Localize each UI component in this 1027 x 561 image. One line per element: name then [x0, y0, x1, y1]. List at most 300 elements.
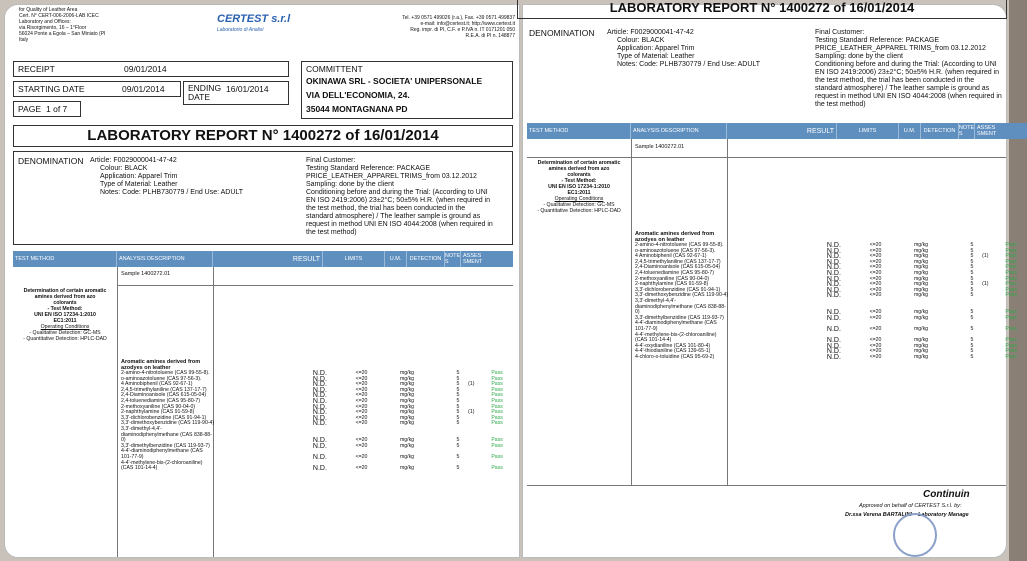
result-value: N.D.: [826, 314, 841, 322]
assessment-value: Pass: [1005, 292, 1017, 299]
detection-value: 5: [456, 453, 460, 460]
method-line: UNI EN ISO 17234-1:2010: [34, 312, 96, 318]
method-line: - Quantitative Detection: HPLC-DAD: [23, 336, 107, 342]
unit-value: mg/kg: [913, 281, 929, 288]
page-label: PAGE: [18, 104, 41, 114]
col-um: U.M.: [385, 251, 407, 267]
table-row: [119, 461, 513, 472]
unit-value: mg/kg: [399, 392, 415, 399]
denomination-label: DENOMINATION: [529, 28, 595, 38]
assessment-value: Pass: [1005, 247, 1017, 254]
result-value: N.D.: [826, 258, 841, 266]
analyte-name: 4-4'-diaminodiphenylmethane (CAS 101-77-9): [635, 320, 717, 332]
note-value: [975, 333, 995, 344]
result-value: N.D.: [312, 437, 327, 445]
limit-value: <=20: [355, 392, 368, 399]
detection-value: 5: [456, 442, 460, 449]
note-value: (1): [468, 381, 475, 388]
method-line: - Test Method:: [561, 178, 597, 184]
result-value: N.D.: [826, 264, 841, 272]
assessment-value: Pass: [1005, 269, 1017, 276]
unit-value: mg/kg: [913, 337, 929, 344]
analyte-name: 3,3'-dimethylbenzidine (CAS 119-93-7): [121, 442, 210, 449]
customer-line: standard atmosphere) / The leather sample is ground as: [815, 85, 990, 92]
assessment-value: Pass: [491, 381, 503, 388]
method-line: - Test Method:: [47, 306, 83, 312]
limit-value: <=20: [355, 465, 368, 472]
analyte-name: 2-amino-4-nitrotoluene (CAS 99-55-8).: [121, 370, 210, 376]
limit-value: <=20: [869, 258, 882, 265]
assessment-value: Pass: [1005, 337, 1017, 344]
unit-value: mg/kg: [913, 264, 929, 271]
sample-id: Sample 1400272.01: [635, 144, 685, 150]
continuing-label: Continuin: [923, 489, 970, 500]
unit-value: mg/kg: [399, 386, 415, 393]
unit-value: mg/kg: [913, 348, 929, 355]
result-value: N.D.: [826, 337, 841, 345]
detection-value: 5: [456, 420, 460, 427]
address-line: via Risorgimento, 16 – 1°Floor: [19, 25, 87, 31]
unit-value: mg/kg: [913, 247, 929, 254]
signer-name: Dr.ssa Verena BARTALINI – Laboratory Manage: [845, 512, 969, 518]
table-row: [633, 321, 1027, 332]
limit-value: <=20: [869, 253, 882, 260]
limit-value: <=20: [869, 275, 882, 282]
note-value: [461, 427, 481, 444]
limit-value: <=20: [869, 309, 882, 316]
detection-value: 5: [970, 247, 974, 254]
assessment-value: Pass: [491, 386, 503, 393]
assessment-value: Pass: [1005, 242, 1017, 248]
method-line: colorants: [567, 172, 591, 178]
customer-line: EN ISO 2419:2006) 23±2°C; 50±5% H.R. (when required in: [306, 197, 491, 204]
limit-value: <=20: [869, 269, 882, 276]
divider: [631, 139, 632, 485]
detection-value: 5: [970, 353, 974, 360]
col-limits: LIMITS: [837, 123, 899, 139]
result-value: N.D.: [826, 242, 841, 249]
detection-value: 5: [456, 386, 460, 393]
customer-line: Conditioning before and during the Trial: (According to UNI: [815, 61, 997, 68]
result-value: N.D.: [826, 253, 841, 261]
colour-line: Colour: BLACK: [617, 37, 665, 44]
limit-value: <=20: [869, 264, 882, 271]
results-table-header: [13, 251, 513, 267]
result-value: N.D.: [826, 342, 841, 350]
col-assessment: ASSES SMENT: [977, 125, 997, 137]
article-details: [607, 29, 797, 69]
unit-value: mg/kg: [913, 242, 929, 248]
receipt-date: 09/01/2014: [124, 64, 167, 74]
result-value: N.D.: [826, 292, 841, 300]
divider: [117, 267, 118, 557]
group-title: Aromatic amines derived from azodyes on leather: [635, 231, 715, 243]
address-line: Italy: [19, 37, 29, 43]
page-value: 1 of 7: [46, 104, 68, 114]
assessment-value: Pass: [1005, 348, 1017, 355]
customer-line: the test method, the trial has been conducted in the: [815, 77, 975, 84]
assessment-value: Pass: [491, 403, 503, 410]
limit-value: <=20: [355, 370, 368, 376]
result-value: N.D.: [312, 420, 327, 428]
limit-value: <=20: [355, 397, 368, 404]
application-line: Application: Apparel Trim: [617, 45, 695, 52]
note-value: [975, 299, 995, 316]
detection-value: 5: [970, 275, 974, 282]
customer-line: the test method): [306, 229, 357, 236]
detection-value: 5: [970, 242, 974, 248]
limit-value: <=20: [869, 342, 882, 349]
result-value: N.D.: [312, 409, 327, 417]
detection-value: 5: [970, 269, 974, 276]
customer-line: PRICE_LEATHER_APPAREL TRIMS_from 03.12.2012: [306, 173, 477, 180]
material-line: Type of Material: Leather: [617, 53, 695, 60]
detection-value: 5: [456, 465, 460, 472]
limit-value: <=20: [355, 414, 368, 421]
analyte-name: o-aminoazotoluene (CAS 97-56-3).: [121, 375, 202, 382]
limit-value: <=20: [869, 286, 882, 293]
analyte-name: 2,4-Diaminoanisole (CAS 615-05-04): [121, 392, 207, 399]
result-value: N.D.: [826, 353, 841, 361]
report-title: LABORATORY REPORT N° 1400272 of 16/01/2014: [13, 125, 513, 147]
analyte-name: 3,3'-dimethyl-4,4'-diaminodiphenylmethane (CAS 838-88-0): [635, 297, 726, 316]
col-result: RESULT: [213, 251, 323, 267]
col-assessment: ASSES SMENT: [463, 253, 483, 265]
limit-value: <=20: [869, 353, 882, 360]
ending-label: ENDING DATE: [188, 83, 222, 102]
limit-value: <=20: [869, 337, 882, 344]
receipt-box: [13, 61, 289, 77]
detection-value: 5: [970, 309, 974, 316]
customer-line: the test method, the trial has been conducted in the: [306, 205, 466, 212]
result-value: N.D.: [312, 386, 327, 394]
unit-value: mg/kg: [913, 325, 929, 332]
detection-value: 5: [970, 281, 974, 288]
notes-line: Notes: Code: PLHB730779 / End Use: ADULT: [100, 189, 244, 196]
detection-value: 5: [970, 286, 974, 293]
assessment-value: Pass: [491, 414, 503, 421]
note-value: (1): [982, 281, 989, 288]
result-value: N.D.: [312, 375, 327, 383]
customer-line: Final Customer:: [815, 29, 865, 36]
result-value: N.D.: [826, 309, 841, 317]
result-value: N.D.: [826, 286, 841, 294]
analyte-name: 2,4-Diaminoanisole (CAS 615-05-04): [635, 264, 721, 271]
unit-value: mg/kg: [399, 437, 415, 444]
detection-value: 5: [456, 381, 460, 388]
col-result: RESULT: [727, 123, 837, 139]
unit-value: mg/kg: [399, 381, 415, 388]
col-analysis-description: ANALYSIS DESCRIPTION: [117, 251, 213, 267]
customer-line: request in method UNI EN ISO 4044:2008 (when required in: [306, 221, 493, 228]
unit-value: mg/kg: [913, 353, 929, 360]
divider: [527, 157, 1006, 158]
detection-value: 5: [456, 375, 460, 382]
method-line: Determination of certain aromatic: [23, 288, 107, 294]
result-value: N.D.: [826, 247, 841, 255]
analyte-name: 2,4,5-trimethylaniline (CAS 137-17-7): [121, 386, 207, 393]
limit-value: <=20: [355, 442, 368, 449]
col-analysis-description: ANALYSIS DESCRIPTION: [631, 123, 727, 139]
customer-line: request in method UNI EN ISO 4044:2008 (when required in: [815, 93, 1002, 100]
detection-value: 5: [970, 292, 974, 299]
assessment-value: Pass: [491, 453, 503, 460]
assessment-value: Pass: [491, 375, 503, 382]
unit-value: mg/kg: [913, 258, 929, 265]
results-table-header: [527, 123, 1027, 139]
unit-value: mg/kg: [399, 403, 415, 410]
table-row: [633, 333, 1027, 344]
denomination-box: [13, 151, 513, 245]
unit-value: mg/kg: [913, 309, 929, 316]
analyte-name: 2-methoxyaniline (CAS 90-04-0): [635, 275, 710, 282]
application-line: Application: Apparel Trim: [100, 173, 178, 180]
method-line: Operating Conditions: [554, 196, 604, 202]
customer-line: Conditioning before and during the Trial: (According to UNI: [306, 189, 488, 196]
ending-date-box: [183, 81, 289, 105]
customer-line: Sampling: done by the client: [815, 53, 903, 60]
table-row: [119, 449, 513, 460]
limit-value: <=20: [869, 325, 882, 332]
assessment-value: Pass: [491, 370, 503, 376]
unit-value: mg/kg: [399, 370, 415, 376]
ending-date: 16/01/2014: [226, 84, 269, 94]
assessment-value: Pass: [491, 392, 503, 399]
denomination-box: [527, 25, 1027, 119]
assessment-value: Pass: [1005, 314, 1017, 321]
page-box: [13, 101, 81, 117]
detection-value: 5: [456, 392, 460, 399]
assessment-value: Pass: [491, 437, 503, 444]
method-line: colorants: [53, 300, 77, 306]
method-line: EC1:2011: [53, 318, 77, 324]
unit-value: mg/kg: [913, 342, 929, 349]
committent-line: OKINAWA SRL - SOCIETA' UNIPERSONALE: [306, 76, 483, 86]
table-row: [633, 355, 1027, 361]
divider: [527, 485, 1006, 486]
detection-value: 5: [970, 253, 974, 260]
table-row: [119, 427, 513, 444]
address-line: Laboratory and Offices:: [19, 19, 71, 25]
assessment-value: Pass: [1005, 258, 1017, 265]
address-line: for Quality of Leather Area: [19, 7, 78, 13]
assessment-value: Pass: [491, 442, 503, 449]
col-test-method: TEST METHOD: [13, 251, 117, 267]
lab-address: [19, 7, 169, 43]
address-line: Cert. N° CERT-006-2006-LAB ICEC: [19, 13, 99, 19]
group-title: Aromatic amines derived from azodyes on leather: [121, 359, 201, 371]
method-line: - Qualitative Detection: GC-MS: [29, 330, 101, 336]
customer-line: standard atmosphere) / The leather sample is ground as: [306, 213, 481, 220]
note-value: [975, 321, 995, 332]
analyte-name: 2-amino-4-nitrotoluene (CAS 99-55-8).: [635, 242, 724, 248]
customer-line: Testing Standard Reference: PACKAGE: [306, 165, 430, 172]
analyte-name: 3,3'-dimethoxybenzidine (CAS 119-90-4): [635, 292, 729, 299]
limit-value: <=20: [355, 409, 368, 416]
analyte-name: 2-naphthylamine (CAS 91-59-8): [635, 281, 709, 288]
unit-value: mg/kg: [399, 442, 415, 449]
assessment-value: Pass: [1005, 275, 1017, 282]
colour-line: Colour: BLACK: [100, 165, 148, 172]
unit-value: mg/kg: [913, 269, 929, 276]
analyte-name: 4 Aminobiphenil (CAS 92-67-1): [121, 381, 193, 388]
analyte-name: 4 Aminobiphenil (CAS 92-67-1): [635, 253, 707, 260]
customer-details: [815, 29, 1025, 109]
result-value: N.D.: [312, 392, 327, 400]
detection-value: 5: [970, 325, 974, 332]
brand-logo: CERTEST s.r.l: [217, 13, 291, 25]
assessment-value: Pass: [1005, 353, 1017, 360]
result-value: N.D.: [826, 275, 841, 283]
customer-line: Sampling: done by the client: [306, 181, 394, 188]
method-line: Operating Conditions: [40, 324, 90, 330]
result-value: N.D.: [312, 414, 327, 422]
result-value: N.D.: [312, 403, 327, 411]
committent-line: VIA DELL'ECONOMIA, 24.: [306, 90, 410, 100]
limit-value: <=20: [355, 437, 368, 444]
analyte-name: 4-4'-methylene-bis-(2-chloroaniline) (CAS 101-14-4): [635, 331, 717, 344]
limit-value: <=20: [869, 247, 882, 254]
detection-value: 5: [970, 342, 974, 349]
analyte-name: 2,4-toluenediamine (CAS 95-80-7): [635, 269, 715, 276]
assessment-value: Pass: [1005, 286, 1017, 293]
material-line: Type of Material: Leather: [100, 181, 178, 188]
limit-value: <=20: [355, 453, 368, 460]
method-line: amines derived from azo: [548, 166, 610, 172]
contact-info: [335, 15, 515, 39]
limit-value: <=20: [869, 292, 882, 299]
analyte-name: 3,3'-dimethyl-4,4'-diaminodiphenylmethane (CAS 838-88-0): [121, 425, 212, 444]
analyte-name: 2-methoxyaniline (CAS 90-04-0): [121, 403, 196, 410]
detection-value: 5: [456, 437, 460, 444]
result-value: N.D.: [312, 453, 327, 461]
detection-value: 5: [456, 397, 460, 404]
limit-value: <=20: [869, 314, 882, 321]
report-title: LABORATORY REPORT N° 1400272 of 16/01/2014: [517, 0, 1007, 19]
col-detection: DETECTION: [407, 251, 445, 267]
method-line: - Qualitative Detection: GC-MS: [543, 202, 615, 208]
note-value: [461, 449, 481, 460]
analyte-name: 3,3'-dimethylbenzidine (CAS 119-93-7): [635, 314, 724, 321]
result-value: N.D.: [826, 348, 841, 356]
unit-value: mg/kg: [913, 286, 929, 293]
committent-line: 35044 MONTAGNANA PD: [306, 104, 408, 114]
contact-line: R.E.A. di PI n. 148877: [465, 33, 515, 39]
method-line: UNI EN ISO 17234-1:2010: [548, 184, 610, 190]
detection-value: 5: [970, 348, 974, 355]
limit-value: <=20: [355, 375, 368, 382]
customer-line: EN ISO 2419:2006) 23±2°C; 50±5% H.R. (when required in: [815, 69, 1000, 76]
unit-value: mg/kg: [913, 314, 929, 321]
detection-value: 5: [970, 314, 974, 321]
method-line: amines derived from azo: [34, 294, 96, 300]
unit-value: mg/kg: [399, 453, 415, 460]
limit-value: <=20: [355, 403, 368, 410]
result-value: N.D.: [312, 465, 327, 473]
customer-line: the test method): [815, 101, 866, 108]
unit-value: mg/kg: [399, 414, 415, 421]
method-line: Determination of certain aromatic: [537, 160, 621, 166]
unit-value: mg/kg: [399, 397, 415, 404]
result-value: N.D.: [312, 381, 327, 389]
article-line: Article: F0029000041-47-42: [90, 157, 177, 164]
starting-label: STARTING DATE: [18, 84, 85, 94]
assessment-value: Pass: [1005, 281, 1017, 288]
note-value: [461, 461, 481, 472]
unit-value: mg/kg: [399, 375, 415, 382]
committent-box: [301, 61, 513, 119]
article-details: [90, 157, 300, 197]
result-value: N.D.: [826, 281, 841, 289]
test-method-text: [13, 288, 117, 342]
limit-value: <=20: [355, 420, 368, 427]
divider: [117, 285, 513, 286]
method-line: - Quantitative Detection: HPLC-DAD: [537, 208, 621, 214]
contact-line: e-mail: info@certest.it; http://www.certest.it: [420, 21, 515, 27]
result-value: N.D.: [826, 325, 841, 333]
unit-value: mg/kg: [399, 465, 415, 472]
assessment-value: Pass: [1005, 253, 1017, 260]
detection-value: 5: [456, 414, 460, 421]
committent-label: COMMITTENT: [306, 64, 363, 74]
analyte-name: 3,3'-dichlorobenzidine (CAS 91-94-1): [635, 286, 721, 293]
col-detection: DETECTION: [921, 123, 959, 139]
notes-line: Notes: Code: PLHB730779 / End Use: ADULT: [617, 61, 761, 68]
analyte-name: 4-4'-oxydianiline (CAS 101-80-4): [635, 342, 711, 349]
unit-value: mg/kg: [913, 292, 929, 299]
analyte-name: 4-4'-thiodianiline (CAS 139-65-1): [635, 348, 711, 355]
assessment-value: Pass: [491, 465, 503, 472]
sample-id: Sample 1400272.01: [121, 271, 171, 277]
analyte-name: o-aminoazotoluene (CAS 97-56-3).: [635, 247, 716, 254]
customer-line: Final Customer:: [306, 157, 356, 164]
note-value: (1): [982, 253, 989, 260]
detection-value: 5: [970, 264, 974, 271]
result-value: N.D.: [312, 370, 327, 377]
detection-value: 5: [456, 409, 460, 416]
col-notes: NOTE S: [958, 125, 975, 137]
assessment-value: Pass: [1005, 309, 1017, 316]
starting-date-box: [13, 81, 181, 97]
analyte-name: 3,3'-dichlorobenzidine (CAS 91-94-1): [121, 414, 207, 421]
assessment-value: Pass: [491, 409, 503, 416]
customer-line: Testing Standard Reference: PACKAGE: [815, 37, 939, 44]
assessment-value: Pass: [1005, 325, 1017, 332]
assessment-value: Pass: [1005, 342, 1017, 349]
detection-value: 5: [456, 370, 460, 376]
starting-date: 09/01/2014: [122, 84, 165, 94]
col-limits: LIMITS: [323, 251, 385, 267]
analyte-name: 2,4,5-trimethylaniline (CAS 137-17-7): [635, 258, 721, 265]
analyte-name: 3,3'-dimethoxybenzidine (CAS 119-90-4): [121, 420, 215, 427]
receipt-label: RECEIPT: [18, 64, 55, 74]
limit-value: <=20: [355, 386, 368, 393]
unit-value: mg/kg: [913, 253, 929, 260]
assessment-value: Pass: [491, 397, 503, 404]
note-value: (1): [468, 409, 475, 416]
results-table-body: [633, 243, 1027, 360]
limit-value: <=20: [355, 381, 368, 388]
result-value: N.D.: [312, 442, 327, 450]
col-um: U.M.: [899, 123, 921, 139]
report-page-1: [4, 4, 520, 558]
analyte-name: 2,4-toluenediamine (CAS 95-80-7): [121, 397, 201, 404]
result-value: N.D.: [826, 269, 841, 277]
analyte-name: 4-4'-diaminodiphenylmethane (CAS 101-77-9): [121, 448, 203, 460]
result-value: N.D.: [312, 397, 327, 405]
report-page-2: [522, 0, 1017, 558]
customer-line: PRICE_LEATHER_APPAREL TRIMS_from 03.12.2012: [815, 45, 986, 52]
